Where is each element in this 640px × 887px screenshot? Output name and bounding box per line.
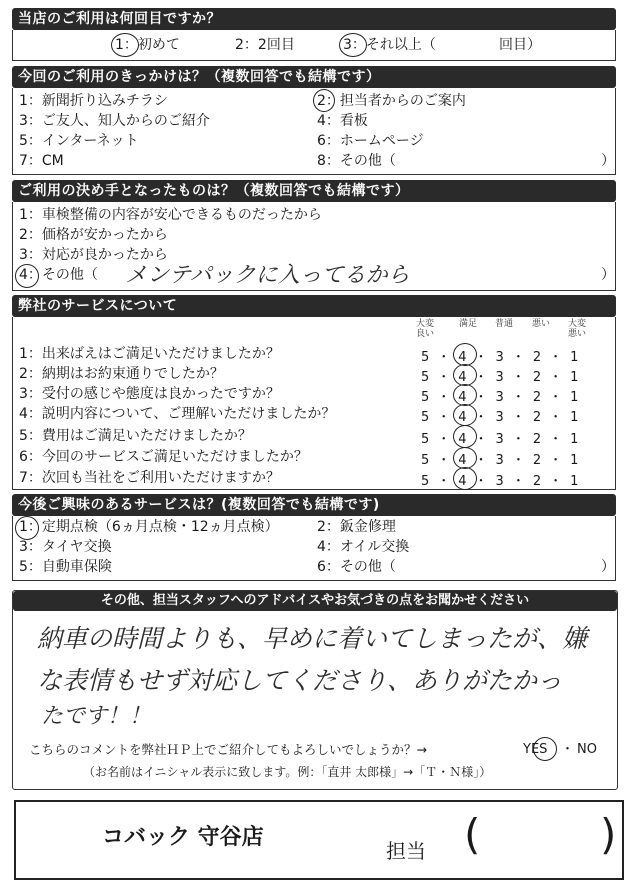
section-comments xyxy=(12,590,618,790)
selected-circle xyxy=(339,33,367,57)
staff-paren-open: ( xyxy=(464,810,481,859)
selected-circle xyxy=(453,425,477,448)
store-footer xyxy=(14,800,624,880)
handwritten-answer: メンテパックに入ってるから xyxy=(125,263,410,288)
section-deciding-factor xyxy=(12,180,616,291)
section-header: ご利用の決め手となったものは？（複数回答でも結構です） xyxy=(12,180,616,202)
option-close-paren: ） xyxy=(601,153,615,169)
option-item: 1：車検整備の内容が安心できるものだったから xyxy=(19,207,322,223)
rating-scale: 5・4・3・2・1 xyxy=(421,410,587,425)
section-visit-count xyxy=(12,8,616,61)
section-body xyxy=(12,516,616,581)
consent-separator: ・ xyxy=(561,742,575,757)
selected-circle xyxy=(453,404,477,426)
selected-circle xyxy=(111,33,139,57)
option-more: 3：それ以上（ xyxy=(343,37,436,53)
handwritten-comment-line: たです！！ xyxy=(41,704,152,729)
option-item: 7：CM xyxy=(19,153,64,169)
rating-scale: 5・4・3・2・1 xyxy=(421,453,587,468)
staff-label: 担当 xyxy=(386,839,426,863)
option-item: 6：ホームページ xyxy=(317,133,424,149)
section-body xyxy=(12,202,616,291)
option-item: 3：タイヤ交換 xyxy=(19,539,112,555)
question-item: 6：今回のサービスご満足いただけましたか？ xyxy=(19,449,308,465)
option-item: 5：自動車保険 xyxy=(19,559,112,575)
section-body xyxy=(12,317,616,490)
consent-question: こちらのコメントを弊社ＨＰ上でご紹介してもよろしいでしょうか？→ xyxy=(29,742,427,757)
scale-label: 普通 xyxy=(494,319,513,329)
consent-no: NO xyxy=(577,742,597,757)
selected-circle xyxy=(453,364,477,386)
section-header: 当店のご利用は何回目ですか？ xyxy=(12,8,616,30)
option-second-time: 2：2回目 xyxy=(235,37,295,53)
option-first-time: 1：初めて xyxy=(115,37,180,53)
handwritten-comment-line: 納車の時間よりも、早めに着いてしまったが、嫌 xyxy=(37,624,588,653)
scale-label: 大変悪い xyxy=(567,319,586,339)
question-item: 4：説明内容について、ご理解いただけましたか？ xyxy=(19,406,336,422)
rating-scale: 5・4・3・2・1 xyxy=(421,432,587,447)
scale-label: 満足 xyxy=(458,319,477,329)
selected-circle xyxy=(453,447,477,469)
option-times-suffix: 回目） xyxy=(499,37,541,53)
option-item: 2：担当者からのご案内 xyxy=(317,93,466,109)
option-item: 2：価格が安かったから xyxy=(19,227,168,243)
option-item: 1：定期点検（6ヵ月点検・12ヵ月点検） xyxy=(19,519,279,535)
selected-circle xyxy=(533,737,557,761)
option-item: 6：その他（ xyxy=(317,559,396,575)
section-body xyxy=(12,88,616,175)
option-item: 5：インターネット xyxy=(19,133,139,149)
consent-note: （お名前はイニシャル表示に致します。例：「直井 太郎様」→「Ｔ・Ｎ様」） xyxy=(83,765,492,779)
question-item: 2：納期はお約束通りでしたか？ xyxy=(19,366,224,382)
section-header: 今後ご興味のあるサービスは？(複数回答でも結構です) xyxy=(12,494,616,516)
handwritten-comment-line: な表情もせず対応してくださり、ありがたかっ xyxy=(37,666,563,695)
consent-yes: YES xyxy=(523,742,548,757)
option-item: 1：新聞折り込みチラシ xyxy=(19,93,168,109)
section-service-rating xyxy=(12,295,616,490)
scale-label: 悪い xyxy=(531,319,550,329)
section-header: その他、担当スタッフへのアドバイスやお気づきの点をお聞かせください xyxy=(13,591,617,611)
rating-scale: 5・4・3・2・1 xyxy=(421,390,587,405)
section-header: 弊社のサービスについて xyxy=(12,295,616,317)
question-item: 3：受付の感じや態度は良かったですか？ xyxy=(19,386,280,402)
rating-scale: 5・4・3・2・1 xyxy=(421,370,587,385)
option-item: 3：対応が良かったから xyxy=(19,247,168,263)
option-item: 3：ご友人、知人からのご紹介 xyxy=(19,113,210,129)
section-trigger xyxy=(12,66,616,175)
selected-circle xyxy=(313,89,335,112)
section-body xyxy=(12,30,616,61)
staff-paren-close: ) xyxy=(600,810,617,859)
option-item: 4：オイル交換 xyxy=(317,539,410,555)
question-item: 1：出来ばえはご満足いただけましたか？ xyxy=(19,346,280,362)
selected-circle xyxy=(453,384,477,406)
option-close-paren: ） xyxy=(601,559,615,575)
section-header: 今回のご利用のきっかけは？（複数回答でも結構です） xyxy=(12,66,616,88)
section-future-interest xyxy=(12,494,616,581)
option-item: 4：看板 xyxy=(317,113,368,129)
rating-scale: 5・4・3・2・1 xyxy=(421,474,587,489)
question-item: 5：費用はご満足いただけましたか？ xyxy=(19,428,252,444)
selected-circle xyxy=(15,516,39,540)
option-close-paren: ） xyxy=(601,267,615,283)
rating-scale: 5・4・3・2・1 xyxy=(421,350,587,365)
question-item: 7：次回も当社をご利用いただけますか？ xyxy=(19,470,280,486)
option-item: 2：鈑金修理 xyxy=(317,519,396,535)
selected-circle xyxy=(15,264,39,288)
scale-label: 大変良い xyxy=(415,319,434,339)
option-item: 4：その他（ xyxy=(19,267,98,283)
selected-circle xyxy=(453,467,477,490)
option-item: 8：その他（ xyxy=(317,153,396,169)
store-name: コバック 守谷店 xyxy=(102,825,264,850)
selected-circle xyxy=(453,343,477,366)
